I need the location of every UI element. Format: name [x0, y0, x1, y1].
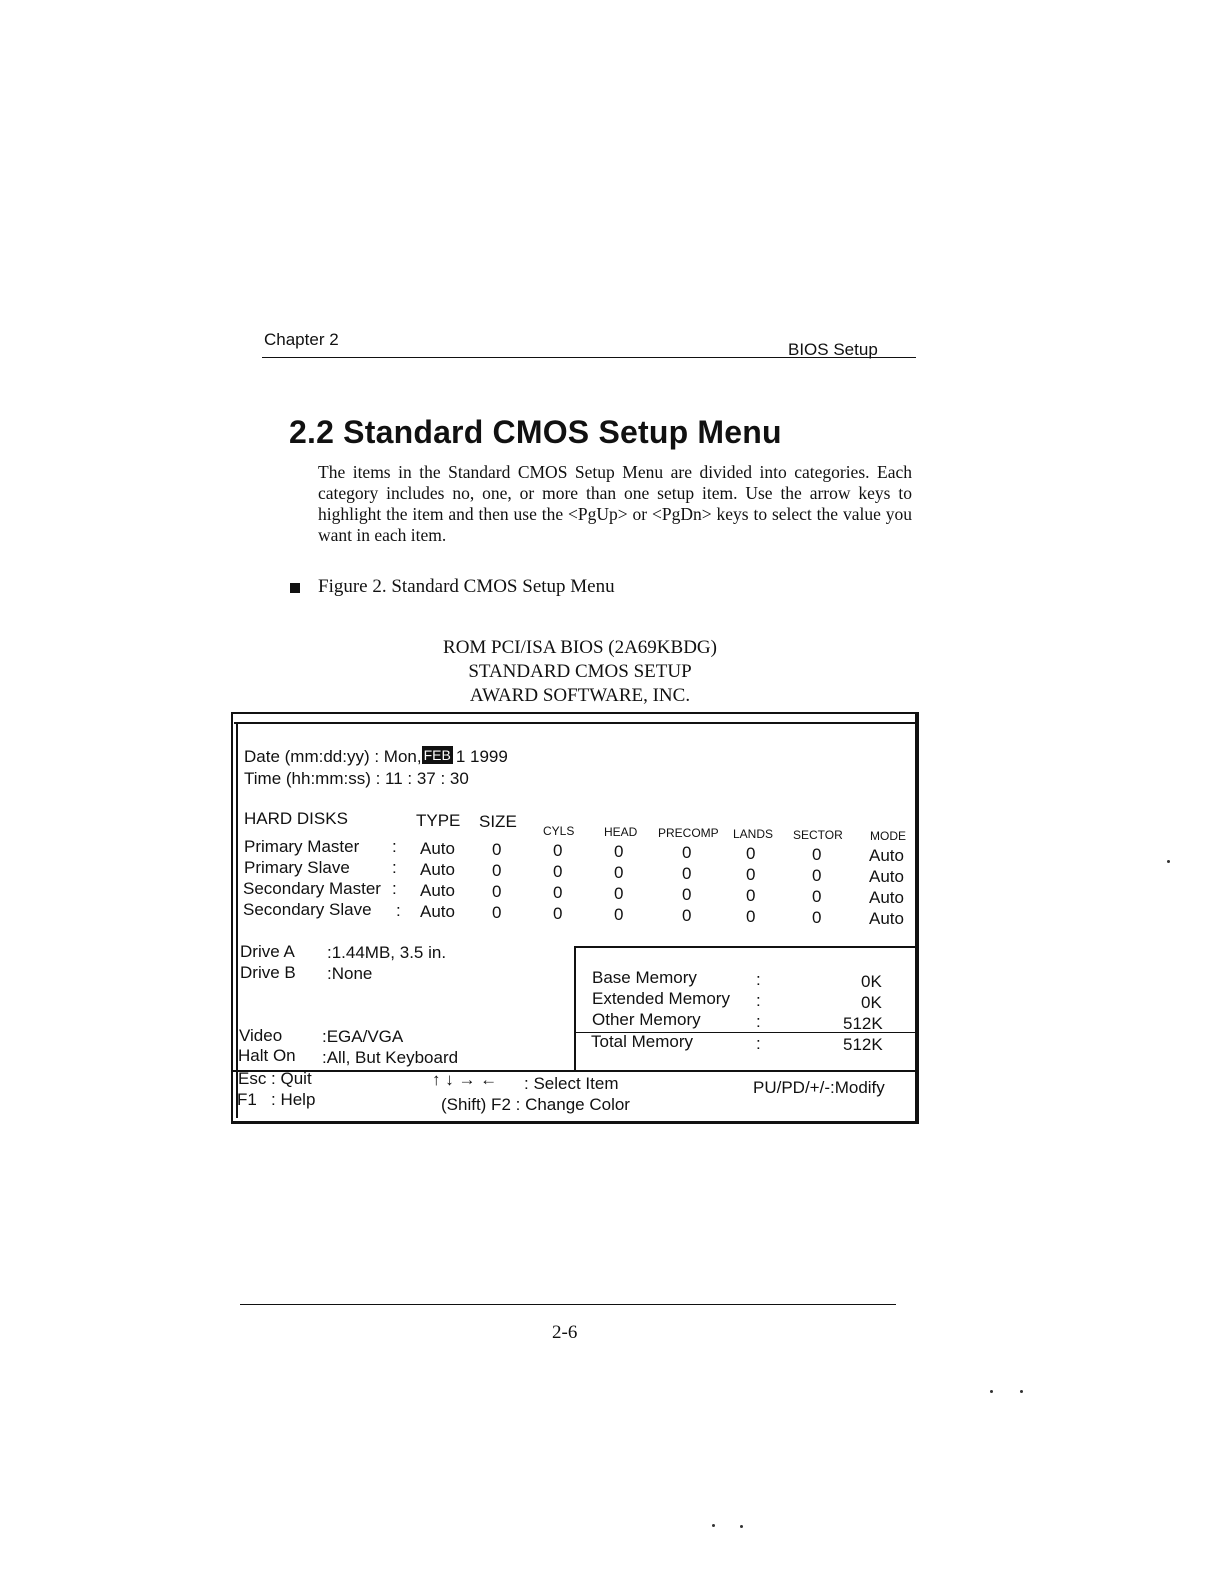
disk-colon: : [392, 837, 397, 856]
scan-speck [1020, 1390, 1023, 1393]
disk-name: Primary Master [244, 837, 360, 856]
col-header-cyls: CYLS [543, 824, 575, 838]
disk-precomp: 0 [682, 843, 692, 862]
select-item-hint: : Select Item [524, 1074, 619, 1093]
memory-label: Extended Memory [592, 989, 730, 1008]
disk-mode[interactable]: Auto [869, 867, 904, 886]
disk-colon: : [396, 901, 401, 920]
disk-head: 0 [614, 905, 624, 924]
scan-speck [712, 1524, 715, 1527]
disk-type[interactable]: Auto [420, 902, 455, 921]
disk-lands: 0 [746, 886, 756, 905]
drive-a-value[interactable]: :1.44MB, 3.5 in. [327, 943, 447, 962]
esc-quit-hint[interactable]: Esc : Quit [238, 1069, 312, 1088]
memory-colon: : [756, 970, 761, 989]
disk-type[interactable]: Auto [420, 860, 455, 879]
drive-b-value[interactable]: :None [327, 964, 373, 983]
disk-sector: 0 [812, 887, 822, 906]
disk-size: 0 [492, 903, 502, 922]
modify-hint: PU/PD/+/-:Modify [753, 1078, 885, 1097]
disk-lands: 0 [746, 865, 756, 884]
scan-speck [1167, 860, 1170, 863]
memory-colon: : [756, 991, 761, 1010]
disk-precomp: 0 [682, 906, 692, 925]
disk-name: Secondary Master [243, 879, 381, 898]
memory-value: 512K [843, 1014, 883, 1033]
memory-label: Total Memory [591, 1032, 694, 1051]
memory-value: 0K [861, 993, 882, 1012]
disk-lands: 0 [746, 844, 756, 863]
disk-mode[interactable]: Auto [869, 909, 904, 928]
col-header-head: HEAD [604, 825, 638, 839]
drive-a-label: Drive A [240, 942, 295, 961]
halt-on-value[interactable]: :All, But Keyboard [322, 1048, 459, 1067]
disk-cyls: 0 [553, 883, 563, 902]
date-label: Date (mm:dd:yy) : Mon, [244, 747, 422, 766]
disk-size: 0 [492, 882, 502, 901]
col-header-hard-disks: HARD DISKS [244, 809, 348, 828]
intro-paragraph: The items in the Standard CMOS Setup Menu are divided into categories. Each category includes no, one, or more than one setup item. Use the arrow keys to highlight the item and then use the <PgUp> or <PgDn> keys to select the value you want in each item. [318, 462, 912, 545]
memory-value: 512K [843, 1035, 883, 1054]
status-divider [233, 1070, 917, 1072]
disk-name: Secondary Slave [243, 900, 372, 919]
footer-rule [240, 1304, 896, 1305]
col-header-size: SIZE [479, 812, 517, 831]
halt-on-label: Halt On [238, 1046, 296, 1065]
disk-cyls: 0 [553, 862, 563, 881]
figure-caption: Figure 2. Standard CMOS Setup Menu [318, 576, 615, 597]
memory-value: 0K [861, 972, 882, 991]
bios-header-line: AWARD SOFTWARE, INC. [469, 685, 691, 706]
bullet-icon [290, 583, 300, 593]
page-number: 2-6 [552, 1322, 578, 1343]
frame-divider [234, 722, 915, 724]
section-title: 2.2 Standard CMOS Setup Menu [289, 414, 782, 450]
col-header-mode: MODE [870, 829, 906, 843]
disk-lands: 0 [746, 907, 756, 926]
date-field[interactable] [244, 746, 508, 767]
date-month-highlight[interactable]: FEB [423, 747, 451, 763]
chapter-label: Chapter 2 [264, 330, 339, 349]
date-value: 1 1999 [455, 747, 508, 766]
change-color-hint[interactable]: (Shift) F2 : Change Color [441, 1095, 630, 1114]
scan-speck [990, 1390, 993, 1393]
disk-sector: 0 [812, 866, 822, 885]
disk-size: 0 [492, 840, 502, 859]
disk-mode[interactable]: Auto [869, 888, 904, 907]
disk-colon: : [392, 879, 397, 898]
scan-speck [740, 1525, 743, 1528]
video-label: Video [239, 1026, 283, 1045]
memory-label: Base Memory [592, 968, 697, 987]
bios-header-line: ROM PCI/ISA BIOS (2A69KBDG) [443, 637, 717, 658]
disk-type[interactable]: Auto [420, 881, 455, 900]
disk-mode[interactable]: Auto [869, 846, 904, 865]
time-field[interactable]: Time (hh:mm:ss) : 11 : 37 : 30 [244, 769, 469, 788]
col-header-sector: SECTOR [793, 828, 843, 842]
disk-colon: : [392, 858, 397, 877]
disk-name: Primary Slave [244, 858, 350, 877]
memory-label: Other Memory [592, 1010, 701, 1029]
disk-cyls: 0 [553, 904, 563, 923]
disk-sector: 0 [812, 908, 822, 927]
disk-precomp: 0 [682, 864, 692, 883]
col-header-lands: LANDS [733, 827, 774, 841]
section-label: BIOS Setup [788, 340, 878, 359]
disk-head: 0 [614, 842, 624, 861]
memory-colon: : [756, 1034, 761, 1053]
disk-size: 0 [492, 861, 502, 880]
disk-cyls: 0 [553, 841, 563, 860]
col-header-type: TYPE [416, 811, 461, 830]
video-value[interactable]: :EGA/VGA [322, 1027, 404, 1046]
disk-type[interactable]: Auto [420, 839, 455, 858]
f1-help-hint[interactable]: F1 : Help [237, 1090, 316, 1109]
disk-head: 0 [614, 884, 624, 903]
disk-head: 0 [614, 863, 624, 882]
header-rule [262, 357, 916, 358]
memory-colon: : [756, 1012, 761, 1031]
bios-header [380, 636, 780, 708]
disk-sector: 0 [812, 845, 822, 864]
drive-b-label: Drive B [240, 963, 296, 982]
disk-precomp: 0 [682, 885, 692, 904]
arrow-keys-icon: ↑ ↓ → ← [432, 1070, 498, 1089]
col-header-precomp: PRECOMP [658, 826, 719, 840]
bios-header-line: STANDARD CMOS SETUP [468, 661, 692, 682]
